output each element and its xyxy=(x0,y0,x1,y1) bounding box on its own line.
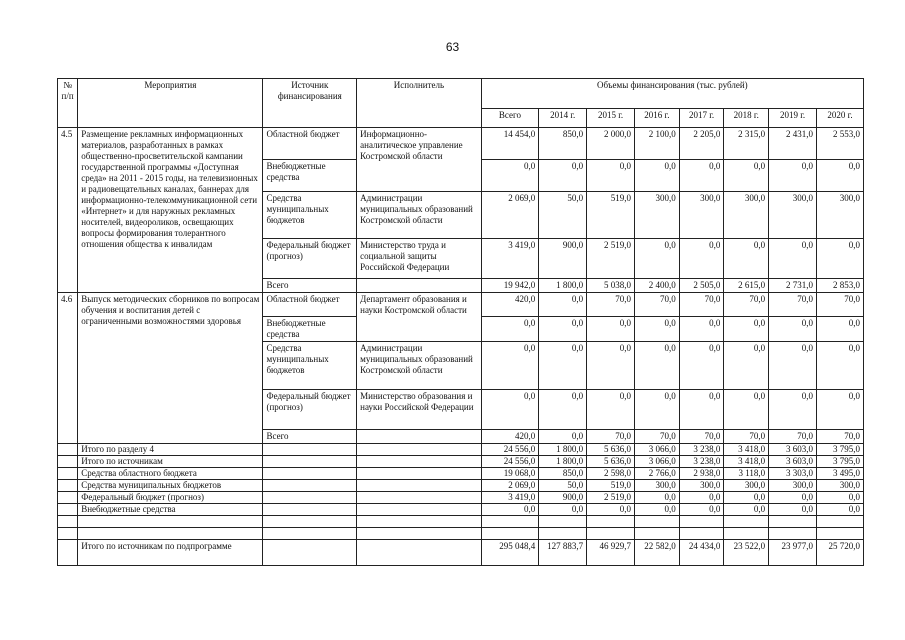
amount-cell: 70,0 xyxy=(679,293,724,317)
amount-cell: 0,0 xyxy=(724,160,769,192)
executor: Министерство труда и социальной защиты Российской Федерации xyxy=(357,239,482,279)
amount-cell: 0,0 xyxy=(817,160,864,192)
empty-cell xyxy=(263,468,357,480)
amount-cell: 0,0 xyxy=(635,317,680,342)
amount-cell: 1 800,0 xyxy=(539,456,587,468)
empty-cell xyxy=(357,492,482,504)
amount-cell: 0,0 xyxy=(635,504,680,516)
empty-cell xyxy=(357,528,482,540)
amount-cell: 0,0 xyxy=(817,342,864,390)
amount-cell: 2 100,0 xyxy=(635,128,680,160)
amount-cell: 0,0 xyxy=(769,239,817,279)
amount-cell: 0,0 xyxy=(481,160,538,192)
empty-cell xyxy=(263,528,357,540)
empty-cell xyxy=(263,492,357,504)
amount-cell: 0,0 xyxy=(769,342,817,390)
amount-cell: 0,0 xyxy=(817,492,864,504)
funding-source: Федеральный бюджет (прогноз) xyxy=(263,390,357,430)
empty-cell xyxy=(357,480,482,492)
empty-cell xyxy=(539,516,587,528)
amount-cell: 0,0 xyxy=(481,317,538,342)
amount-cell: 300,0 xyxy=(769,192,817,239)
empty-cell xyxy=(263,504,357,516)
amount-cell: 3 066,0 xyxy=(635,456,680,468)
empty-cell xyxy=(58,456,78,468)
header-no: № п/п xyxy=(58,79,78,128)
amount-cell: 2 000,0 xyxy=(587,128,635,160)
amount-cell: 2 519,0 xyxy=(587,239,635,279)
amount-cell: 3 418,0 xyxy=(724,444,769,456)
empty-cell xyxy=(263,444,357,456)
amount-cell: 2 069,0 xyxy=(481,192,538,239)
empty-cell xyxy=(539,528,587,540)
grand-total-label: Итого по источникам по подпрограмме xyxy=(78,540,263,566)
amount-cell: 0,0 xyxy=(817,504,864,516)
amount-cell: 0,0 xyxy=(587,342,635,390)
amount-cell: 300,0 xyxy=(817,192,864,239)
page-number: 63 xyxy=(445,40,460,54)
empty-cell xyxy=(679,516,724,528)
funding-source: Внебюджетные средства xyxy=(263,160,357,192)
empty-cell xyxy=(357,516,482,528)
empty-cell xyxy=(357,456,482,468)
amount-cell: 300,0 xyxy=(679,480,724,492)
empty-cell xyxy=(357,540,482,566)
amount-cell: 0,0 xyxy=(539,293,587,317)
amount-cell: 2 938,0 xyxy=(679,468,724,480)
funding-source: Внебюджетные средства xyxy=(263,317,357,342)
amount-cell: 2 431,0 xyxy=(769,128,817,160)
amount-cell: 420,0 xyxy=(481,293,538,317)
amount-cell: 0,0 xyxy=(635,390,680,430)
amount-cell: 3 066,0 xyxy=(635,444,680,456)
amount-cell: 0,0 xyxy=(539,390,587,430)
amount-cell: 3 495,0 xyxy=(817,468,864,480)
funding-source: Всего xyxy=(263,430,357,444)
amount-cell: 24 556,0 xyxy=(481,444,538,456)
totals-label: Средства областного бюджета xyxy=(78,468,263,480)
amount-cell: 2 853,0 xyxy=(817,279,864,293)
amount-cell: 300,0 xyxy=(769,480,817,492)
amount-cell: 2 731,0 xyxy=(769,279,817,293)
empty-cell xyxy=(817,516,864,528)
empty-cell xyxy=(817,528,864,540)
empty-cell xyxy=(481,516,538,528)
amount-cell: 300,0 xyxy=(635,192,680,239)
amount-cell: 0,0 xyxy=(724,504,769,516)
amount-cell: 2 400,0 xyxy=(635,279,680,293)
amount-cell: 3 603,0 xyxy=(769,444,817,456)
amount-cell: 519,0 xyxy=(587,480,635,492)
amount-cell: 25 720,0 xyxy=(817,540,864,566)
totals-row xyxy=(58,492,864,504)
amount-cell: 1 800,0 xyxy=(539,444,587,456)
grand-total-row xyxy=(58,540,864,566)
totals-label: Итого по источникам xyxy=(78,456,263,468)
amount-cell: 2 615,0 xyxy=(724,279,769,293)
amount-cell: 0,0 xyxy=(817,317,864,342)
amount-cell: 0,0 xyxy=(635,160,680,192)
header-year: 2017 г. xyxy=(679,109,724,128)
amount-cell: 0,0 xyxy=(587,390,635,430)
amount-cell: 70,0 xyxy=(635,293,680,317)
amount-cell: 0,0 xyxy=(769,390,817,430)
amount-cell: 0,0 xyxy=(679,390,724,430)
totals-row xyxy=(58,468,864,480)
header-measures: Мероприятия xyxy=(78,79,263,128)
amount-cell: 0,0 xyxy=(481,504,538,516)
executor: Департамент образования и науки Костромской области xyxy=(357,293,482,342)
amount-cell: 24 556,0 xyxy=(481,456,538,468)
amount-cell: 0,0 xyxy=(635,342,680,390)
item-measure: Выпуск методических сборников по вопросам обучения и воспитания детей с ограниченными возможностями здоровья xyxy=(78,293,263,444)
totals-label: Внебюджетные средства xyxy=(78,504,263,516)
amount-cell: 2 553,0 xyxy=(817,128,864,160)
amount-cell: 3 419,0 xyxy=(481,492,538,504)
amount-cell: 420,0 xyxy=(481,430,538,444)
funding-source: Федеральный бюджет (прогноз) xyxy=(263,239,357,279)
empty-cell xyxy=(635,516,680,528)
empty-cell xyxy=(357,468,482,480)
amount-cell: 0,0 xyxy=(724,492,769,504)
header-year: Всего xyxy=(481,109,538,128)
amount-cell: 300,0 xyxy=(679,192,724,239)
funding-source: Областной бюджет xyxy=(263,128,357,160)
amount-cell: 0,0 xyxy=(679,342,724,390)
amount-cell: 5 038,0 xyxy=(587,279,635,293)
amount-cell: 0,0 xyxy=(817,390,864,430)
amount-cell: 3 118,0 xyxy=(724,468,769,480)
amount-cell: 3 238,0 xyxy=(679,456,724,468)
amount-cell: 23 522,0 xyxy=(724,540,769,566)
empty-cell xyxy=(58,504,78,516)
empty-cell xyxy=(58,540,78,566)
header-year: 2015 г. xyxy=(587,109,635,128)
amount-cell: 300,0 xyxy=(724,192,769,239)
header-volumes: Объемы финансирования (тыс. рублей) xyxy=(481,79,863,109)
funding-source: Средства муниципальных бюджетов xyxy=(263,192,357,239)
executor: Администрации муниципальных образований Костромской области xyxy=(357,342,482,390)
totals-row xyxy=(58,480,864,492)
amount-cell: 0,0 xyxy=(724,390,769,430)
amount-cell: 900,0 xyxy=(539,492,587,504)
empty-cell xyxy=(58,444,78,456)
amount-cell: 19 068,0 xyxy=(481,468,538,480)
amount-cell: 70,0 xyxy=(724,293,769,317)
totals-label: Федеральный бюджет (прогноз) xyxy=(78,492,263,504)
amount-cell: 0,0 xyxy=(679,504,724,516)
amount-cell: 14 454,0 xyxy=(481,128,538,160)
empty-cell xyxy=(263,480,357,492)
amount-cell: 3 603,0 xyxy=(769,456,817,468)
item-measure: Размещение рекламных информационных материалов, разработанных в рамках общественно-просветительской кампании государственной программы «Доступная среда» на 2011 - 2015 годы, на телевизионных и радиовещательных каналах, баннерах для информационно-телекоммуникационной сети «Интернет» и для наружных рекламных носителей, видеороликов, освещающих вопросы формирования толерантного отношения общества к инвалидам xyxy=(78,128,263,293)
amount-cell: 50,0 xyxy=(539,480,587,492)
amount-cell: 0,0 xyxy=(539,504,587,516)
empty-cell xyxy=(263,456,357,468)
blank-row xyxy=(58,528,864,540)
amount-cell: 127 883,7 xyxy=(539,540,587,566)
totals-row xyxy=(58,456,864,468)
amount-cell: 3 238,0 xyxy=(679,444,724,456)
amount-cell: 0,0 xyxy=(539,317,587,342)
empty-cell xyxy=(587,528,635,540)
amount-cell: 0,0 xyxy=(679,239,724,279)
amount-cell: 850,0 xyxy=(539,128,587,160)
amount-cell: 0,0 xyxy=(635,239,680,279)
empty-cell xyxy=(58,468,78,480)
amount-cell: 3 419,0 xyxy=(481,239,538,279)
amount-cell: 1 800,0 xyxy=(539,279,587,293)
amount-cell: 50,0 xyxy=(539,192,587,239)
funding-source: Всего xyxy=(263,279,357,293)
blank-row xyxy=(58,516,864,528)
amount-cell: 70,0 xyxy=(817,430,864,444)
amount-cell: 900,0 xyxy=(539,239,587,279)
executor: Администрации муниципальных образований Костромской области xyxy=(357,192,482,239)
amount-cell: 22 582,0 xyxy=(635,540,680,566)
empty-cell xyxy=(58,480,78,492)
empty-cell xyxy=(635,528,680,540)
amount-cell: 850,0 xyxy=(539,468,587,480)
executor: Министерство образования и науки Российской Федерации xyxy=(357,390,482,430)
totals-row xyxy=(58,444,864,456)
table-row xyxy=(58,128,864,160)
amount-cell: 3 418,0 xyxy=(724,456,769,468)
totals-label: Средства муниципальных бюджетов xyxy=(78,480,263,492)
amount-cell: 0,0 xyxy=(679,492,724,504)
amount-cell: 70,0 xyxy=(587,430,635,444)
amount-cell: 3 303,0 xyxy=(769,468,817,480)
empty-cell xyxy=(78,516,263,528)
amount-cell: 300,0 xyxy=(724,480,769,492)
empty-cell xyxy=(724,516,769,528)
amount-cell: 70,0 xyxy=(635,430,680,444)
item-number: 4.6 xyxy=(58,293,78,444)
amount-cell: 2 519,0 xyxy=(587,492,635,504)
amount-cell: 0,0 xyxy=(481,390,538,430)
amount-cell: 295 048,4 xyxy=(481,540,538,566)
empty-cell xyxy=(587,516,635,528)
amount-cell: 70,0 xyxy=(679,430,724,444)
empty-cell xyxy=(724,528,769,540)
header-year: 2016 г. xyxy=(635,109,680,128)
empty-cell xyxy=(58,516,78,528)
amount-cell: 46 929,7 xyxy=(587,540,635,566)
empty-cell xyxy=(357,444,482,456)
funding-source: Областной бюджет xyxy=(263,293,357,317)
amount-cell: 23 977,0 xyxy=(769,540,817,566)
header-year: 2014 г. xyxy=(539,109,587,128)
amount-cell: 0,0 xyxy=(769,160,817,192)
amount-cell: 0,0 xyxy=(724,239,769,279)
amount-cell: 2 069,0 xyxy=(481,480,538,492)
table-row xyxy=(58,293,864,317)
empty-cell xyxy=(263,540,357,566)
amount-cell: 5 636,0 xyxy=(587,444,635,456)
amount-cell: 70,0 xyxy=(724,430,769,444)
funding-source: Средства муниципальных бюджетов xyxy=(263,342,357,390)
amount-cell: 70,0 xyxy=(769,430,817,444)
amount-cell: 0,0 xyxy=(635,492,680,504)
amount-cell: 2 505,0 xyxy=(679,279,724,293)
amount-cell: 0,0 xyxy=(481,342,538,390)
header-year: 2020 г. xyxy=(817,109,864,128)
amount-cell: 2 766,0 xyxy=(635,468,680,480)
amount-cell: 300,0 xyxy=(817,480,864,492)
amount-cell: 0,0 xyxy=(679,317,724,342)
empty-cell xyxy=(679,528,724,540)
item-number: 4.5 xyxy=(58,128,78,293)
amount-cell: 19 942,0 xyxy=(481,279,538,293)
empty-cell xyxy=(769,528,817,540)
financing-table xyxy=(57,78,864,566)
amount-cell: 2 315,0 xyxy=(724,128,769,160)
amount-cell: 70,0 xyxy=(769,293,817,317)
executor xyxy=(357,430,482,444)
amount-cell: 0,0 xyxy=(679,160,724,192)
executor xyxy=(357,279,482,293)
header-year: 2019 г. xyxy=(769,109,817,128)
empty-cell xyxy=(263,516,357,528)
header-source: Источник финансирования xyxy=(263,79,357,128)
empty-cell xyxy=(481,528,538,540)
amount-cell: 5 636,0 xyxy=(587,456,635,468)
amount-cell: 0,0 xyxy=(587,504,635,516)
amount-cell: 0,0 xyxy=(724,342,769,390)
amount-cell: 0,0 xyxy=(539,160,587,192)
amount-cell: 0,0 xyxy=(817,239,864,279)
amount-cell: 3 795,0 xyxy=(817,444,864,456)
amount-cell: 519,0 xyxy=(587,192,635,239)
amount-cell: 300,0 xyxy=(635,480,680,492)
amount-cell: 70,0 xyxy=(587,293,635,317)
header-executor: Исполнитель xyxy=(357,79,482,128)
amount-cell: 0,0 xyxy=(539,430,587,444)
empty-cell xyxy=(769,516,817,528)
empty-cell xyxy=(58,528,78,540)
amount-cell: 0,0 xyxy=(724,317,769,342)
executor: Информационно-аналитическое управление Костромской области xyxy=(357,128,482,192)
empty-cell xyxy=(58,492,78,504)
amount-cell: 0,0 xyxy=(769,492,817,504)
empty-cell xyxy=(78,528,263,540)
amount-cell: 2 205,0 xyxy=(679,128,724,160)
totals-label: Итого по разделу 4 xyxy=(78,444,263,456)
amount-cell: 3 795,0 xyxy=(817,456,864,468)
empty-cell xyxy=(357,504,482,516)
amount-cell: 0,0 xyxy=(769,317,817,342)
amount-cell: 0,0 xyxy=(769,504,817,516)
amount-cell: 0,0 xyxy=(587,160,635,192)
amount-cell: 2 598,0 xyxy=(587,468,635,480)
amount-cell: 24 434,0 xyxy=(679,540,724,566)
header-year: 2018 г. xyxy=(724,109,769,128)
amount-cell: 70,0 xyxy=(817,293,864,317)
totals-row xyxy=(58,504,864,516)
amount-cell: 0,0 xyxy=(587,317,635,342)
amount-cell: 0,0 xyxy=(539,342,587,390)
header-row xyxy=(58,79,864,109)
